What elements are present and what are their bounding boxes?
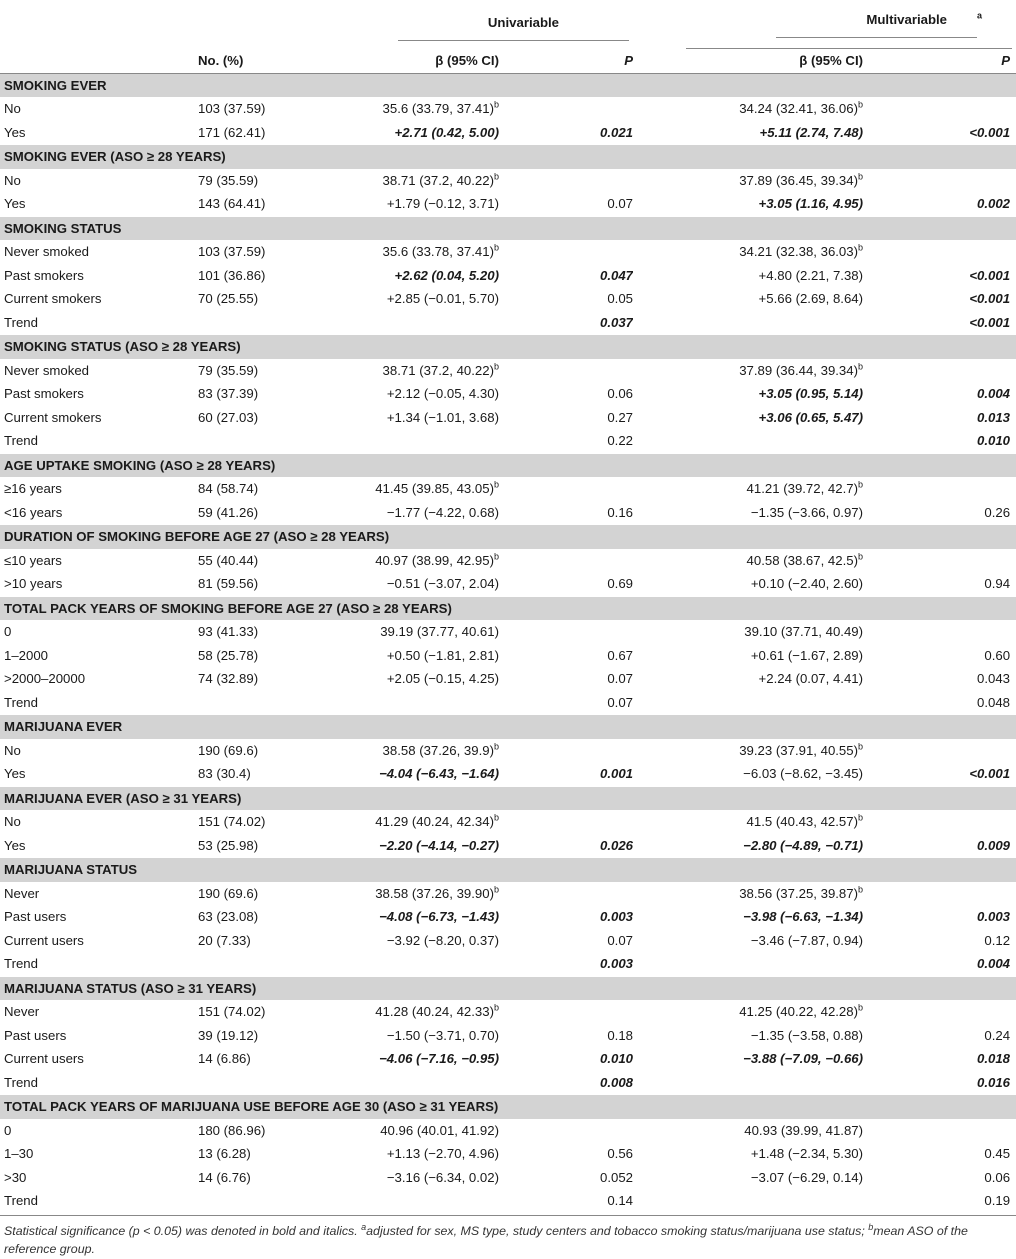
cell-beta-univariable: −1.77 (−4.22, 0.68) bbox=[386, 504, 499, 520]
cell-p-univariable: 0.003 bbox=[600, 909, 634, 925]
cell-beta-multivariable: 40.58 (38.67, 42.5)$^b$ bbox=[746, 551, 864, 568]
cell-beta-multivariable: 38.56 (37.25, 39.87)$^b$ bbox=[739, 884, 864, 901]
cell-beta-multivariable: −2.80 (−4.89, −0.71) bbox=[743, 837, 864, 853]
univariable-header: Univariable bbox=[358, 0, 633, 49]
cell-p-univariable: 0.021 bbox=[600, 124, 634, 140]
cell-p-univariable: 0.07 bbox=[607, 932, 634, 948]
cell-no-percent bbox=[198, 311, 358, 335]
cell-p-multivariable: 0.19 bbox=[984, 1193, 1011, 1209]
cell-p-multivariable bbox=[863, 240, 1016, 264]
section-header-row bbox=[0, 596, 1016, 620]
row-label: ≥16 years bbox=[4, 481, 62, 497]
row-label: Never bbox=[4, 1004, 40, 1020]
section-header-row bbox=[0, 525, 1016, 549]
cell-p-univariable bbox=[499, 620, 633, 644]
cell-no-percent: 83 (37.39) bbox=[198, 386, 259, 402]
cell-p-multivariable bbox=[863, 169, 1016, 193]
cell-beta-univariable: −1.50 (−3.71, 0.70) bbox=[386, 1027, 499, 1043]
section-header-row bbox=[0, 145, 1016, 169]
cell-beta-multivariable: +0.61 (−1.67, 2.89) bbox=[750, 647, 864, 663]
cell-beta-univariable: +0.50 (−1.81, 2.81) bbox=[386, 647, 499, 663]
cell-no-percent: 171 (62.41) bbox=[198, 124, 266, 140]
header-group-row bbox=[0, 0, 1016, 49]
cell-beta-multivariable: −3.88 (−7.09, −0.66) bbox=[743, 1051, 864, 1067]
cell-p-multivariable: 0.009 bbox=[977, 837, 1011, 853]
cell-p-univariable: 0.22 bbox=[607, 433, 634, 449]
table-row bbox=[0, 905, 1016, 929]
table-row bbox=[0, 1071, 1016, 1095]
cell-beta-univariable: +1.79 (−0.12, 3.71) bbox=[386, 196, 499, 212]
row-label: >2000–20000 bbox=[4, 671, 86, 687]
cell-no-percent: 180 (86.96) bbox=[198, 1122, 266, 1138]
section-title: MARIJUANA EVER (ASO ≥ 31 YEARS) bbox=[0, 786, 1016, 810]
table-row bbox=[0, 644, 1016, 668]
row-label: No bbox=[4, 172, 21, 188]
section-header-row bbox=[0, 216, 1016, 240]
cell-no-percent: 58 (25.78) bbox=[198, 647, 259, 663]
cell-beta-multivariable: −3.46 (−7.87, 0.94) bbox=[750, 932, 864, 948]
cell-p-multivariable bbox=[863, 739, 1016, 763]
cell-p-multivariable: 0.043 bbox=[977, 671, 1011, 687]
cell-beta-univariable bbox=[358, 429, 499, 453]
row-label: No bbox=[4, 101, 21, 117]
row-label: No bbox=[4, 814, 21, 830]
table-row bbox=[0, 429, 1016, 453]
table-row bbox=[0, 929, 1016, 953]
cell-beta-multivariable: −1.35 (−3.66, 0.97) bbox=[750, 504, 864, 520]
cell-beta-univariable: +2.62 (0.04, 5.20) bbox=[394, 267, 499, 283]
cell-beta-univariable: 35.6 (33.79, 37.41)$^b$ bbox=[382, 99, 499, 117]
cell-beta-multivariable bbox=[633, 311, 863, 335]
cell-p-univariable: 0.037 bbox=[600, 314, 634, 330]
cell-beta-univariable: 39.19 (37.77, 40.61) bbox=[380, 624, 499, 640]
cell-no-percent: 101 (36.86) bbox=[198, 267, 266, 283]
table-row bbox=[0, 549, 1016, 573]
cell-p-univariable: 0.001 bbox=[600, 766, 634, 782]
cell-p-univariable: 0.69 bbox=[607, 576, 634, 592]
cell-p-univariable: 0.56 bbox=[607, 1146, 634, 1162]
section-title: TOTAL PACK YEARS OF SMOKING BEFORE AGE 27 (ASO ≥ 28 YEARS) bbox=[0, 596, 1016, 620]
section-title: DURATION OF SMOKING BEFORE AGE 27 (ASO ≥ 28 YEARS) bbox=[0, 525, 1016, 549]
section-header-row bbox=[0, 73, 1016, 97]
cell-p-univariable: 0.026 bbox=[600, 837, 634, 853]
cell-beta-univariable: +2.05 (−0.15, 4.25) bbox=[386, 671, 499, 687]
section-title: SMOKING EVER (ASO ≥ 28 YEARS) bbox=[0, 145, 1016, 169]
table-row bbox=[0, 1047, 1016, 1071]
cell-no-percent: 103 (37.59) bbox=[198, 244, 266, 260]
cell-p-univariable: 0.14 bbox=[607, 1193, 634, 1209]
cell-p-multivariable bbox=[863, 477, 1016, 501]
cell-beta-univariable: +2.12 (−0.05, 4.30) bbox=[386, 386, 499, 402]
row-label: Never bbox=[4, 885, 40, 901]
cell-p-univariable bbox=[499, 549, 633, 573]
cell-beta-multivariable: 39.23 (37.91, 40.55)$^b$ bbox=[739, 741, 864, 758]
row-label: Past users bbox=[4, 909, 67, 925]
cell-p-multivariable: 0.45 bbox=[984, 1146, 1011, 1162]
cell-beta-univariable: 40.97 (38.99, 42.95)$^b$ bbox=[375, 551, 499, 568]
cell-no-percent: 20 (7.33) bbox=[198, 932, 251, 948]
table-row bbox=[0, 121, 1016, 145]
cell-no-percent: 70 (25.55) bbox=[198, 291, 259, 307]
cell-beta-multivariable: −3.98 (−6.63, −1.34) bbox=[743, 909, 864, 925]
cell-no-percent: 59 (41.26) bbox=[198, 504, 259, 520]
table-row bbox=[0, 1189, 1016, 1213]
cell-beta-univariable: −4.04 (−6.43, −1.64) bbox=[379, 766, 499, 782]
row-label: 0 bbox=[4, 1122, 12, 1138]
cell-beta-multivariable: +3.05 (1.16, 4.95) bbox=[758, 196, 864, 212]
cell-p-univariable: 0.27 bbox=[607, 409, 634, 425]
section-header-row bbox=[0, 453, 1016, 477]
table-row bbox=[0, 739, 1016, 763]
cell-no-percent: 74 (32.89) bbox=[198, 671, 259, 687]
cell-p-univariable: 0.07 bbox=[607, 671, 634, 687]
cell-beta-multivariable: 37.89 (36.45, 39.34)$^b$ bbox=[739, 171, 864, 188]
cell-p-univariable bbox=[499, 739, 633, 763]
cell-p-multivariable: 0.94 bbox=[984, 576, 1011, 592]
cell-beta-univariable: 41.29 (40.24, 42.34)$^b$ bbox=[375, 812, 499, 830]
cell-beta-multivariable: −6.03 (−8.62, −3.45) bbox=[743, 766, 864, 782]
cell-p-multivariable: 0.24 bbox=[984, 1027, 1011, 1043]
section-title: SMOKING EVER bbox=[0, 73, 1016, 97]
cell-beta-multivariable bbox=[633, 1189, 863, 1213]
row-label: Never smoked bbox=[4, 244, 90, 260]
cell-beta-univariable: −4.06 (−7.16, −0.95) bbox=[379, 1051, 499, 1067]
cell-p-multivariable bbox=[863, 1119, 1016, 1143]
cell-p-multivariable: 0.12 bbox=[984, 932, 1011, 948]
cell-no-percent: 151 (74.02) bbox=[198, 1004, 266, 1020]
row-label: Current smokers bbox=[4, 409, 102, 425]
header-column-row bbox=[0, 49, 1016, 73]
cell-p-univariable bbox=[499, 1000, 633, 1024]
section-title: MARIJUANA STATUS bbox=[0, 858, 1016, 882]
table-row bbox=[0, 572, 1016, 596]
section-header-row bbox=[0, 715, 1016, 739]
cell-beta-univariable: +2.71 (0.42, 5.00) bbox=[394, 124, 499, 140]
row-label: Trend bbox=[4, 1193, 38, 1209]
cell-p-univariable bbox=[499, 240, 633, 264]
cell-p-multivariable: 0.003 bbox=[977, 909, 1011, 925]
cell-p-univariable: 0.052 bbox=[600, 1169, 634, 1185]
table-row bbox=[0, 169, 1016, 193]
cell-p-univariable: 0.003 bbox=[600, 956, 634, 972]
cell-p-multivariable: <0.001 bbox=[969, 267, 1011, 283]
cell-beta-multivariable bbox=[633, 691, 863, 715]
cell-beta-univariable: −3.16 (−6.34, 0.02) bbox=[386, 1169, 499, 1185]
cell-no-percent: 13 (6.28) bbox=[198, 1146, 251, 1162]
table-row bbox=[0, 240, 1016, 264]
cell-no-percent bbox=[198, 952, 358, 976]
cell-p-multivariable: 0.016 bbox=[977, 1074, 1011, 1090]
col-p-multi-header: P bbox=[863, 49, 1016, 73]
cell-p-multivariable bbox=[863, 620, 1016, 644]
cell-beta-multivariable: 41.5 (40.43, 42.57)$^b$ bbox=[746, 812, 864, 830]
cell-no-percent: 143 (64.41) bbox=[198, 196, 266, 212]
table-row bbox=[0, 882, 1016, 906]
cell-beta-univariable bbox=[358, 1071, 499, 1095]
cell-p-univariable bbox=[499, 882, 633, 906]
row-label: Trend bbox=[4, 314, 38, 330]
table-row bbox=[0, 810, 1016, 834]
table-row bbox=[0, 359, 1016, 383]
cell-beta-multivariable: 39.10 (37.71, 40.49) bbox=[744, 624, 864, 640]
row-label: Past users bbox=[4, 1027, 67, 1043]
cell-beta-multivariable: +0.10 (−2.40, 2.60) bbox=[750, 576, 864, 592]
table-row bbox=[0, 264, 1016, 288]
cell-p-multivariable: 0.018 bbox=[977, 1051, 1011, 1067]
cell-no-percent: 63 (23.08) bbox=[198, 909, 259, 925]
cell-p-multivariable: 0.004 bbox=[977, 956, 1011, 972]
table-row bbox=[0, 192, 1016, 216]
section-title: MARIJUANA EVER bbox=[0, 715, 1016, 739]
cell-beta-univariable: +1.13 (−2.70, 4.96) bbox=[386, 1146, 499, 1162]
table-row bbox=[0, 667, 1016, 691]
section-header-row bbox=[0, 786, 1016, 810]
table-row bbox=[0, 1024, 1016, 1048]
col-p-univ-header: P bbox=[499, 49, 633, 73]
row-label: 0 bbox=[4, 624, 12, 640]
row-label: Current users bbox=[4, 1051, 84, 1067]
cell-beta-univariable: +1.34 (−1.01, 3.68) bbox=[386, 409, 499, 425]
cell-p-multivariable bbox=[863, 810, 1016, 834]
cell-p-univariable: 0.16 bbox=[607, 504, 634, 520]
cell-no-percent bbox=[198, 429, 358, 453]
cell-p-univariable: 0.047 bbox=[600, 267, 634, 283]
cell-beta-multivariable: +3.05 (0.95, 5.14) bbox=[758, 386, 864, 402]
cell-beta-multivariable: +2.24 (0.07, 4.41) bbox=[758, 671, 864, 687]
cell-beta-multivariable: −3.07 (−6.29, 0.14) bbox=[750, 1169, 864, 1185]
cell-beta-multivariable: +5.66 (2.69, 8.64) bbox=[758, 291, 864, 307]
cell-p-univariable: 0.07 bbox=[607, 196, 634, 212]
row-label: ≤10 years bbox=[4, 552, 62, 568]
cell-p-multivariable: 0.013 bbox=[977, 409, 1011, 425]
section-header-row bbox=[0, 858, 1016, 882]
table-row bbox=[0, 501, 1016, 525]
cell-beta-univariable: 38.58 (37.26, 39.9)$^b$ bbox=[382, 741, 499, 758]
row-label: <16 years bbox=[4, 504, 63, 520]
row-label: Trend bbox=[4, 433, 38, 449]
cell-beta-univariable: 38.71 (37.2, 40.22)$^b$ bbox=[382, 361, 499, 378]
cell-no-percent: 79 (35.59) bbox=[198, 362, 259, 378]
cell-p-multivariable: 0.004 bbox=[977, 386, 1011, 402]
cell-p-multivariable: 0.002 bbox=[977, 196, 1011, 212]
row-label: 1–2000 bbox=[4, 647, 49, 663]
row-label: Yes bbox=[4, 766, 26, 782]
cell-beta-univariable: 40.96 (40.01, 41.92) bbox=[380, 1122, 499, 1138]
section-title: MARIJUANA STATUS (ASO ≥ 31 YEARS) bbox=[0, 976, 1016, 1000]
cell-p-multivariable: 0.048 bbox=[977, 694, 1011, 710]
cell-p-multivariable bbox=[863, 359, 1016, 383]
cell-p-multivariable: <0.001 bbox=[969, 124, 1011, 140]
row-label: Yes bbox=[4, 124, 26, 140]
table-row bbox=[0, 691, 1016, 715]
cell-p-multivariable: <0.001 bbox=[969, 291, 1011, 307]
row-label: >10 years bbox=[4, 576, 63, 592]
table-row bbox=[0, 1000, 1016, 1024]
cell-no-percent: 93 (41.33) bbox=[198, 624, 259, 640]
col-beta-multi-header: β (95% CI) bbox=[633, 49, 863, 73]
cell-no-percent: 190 (69.6) bbox=[198, 885, 259, 901]
cell-p-multivariable: 0.010 bbox=[977, 433, 1011, 449]
cell-beta-univariable bbox=[358, 691, 499, 715]
cell-no-percent bbox=[198, 1189, 358, 1213]
cell-no-percent bbox=[198, 1071, 358, 1095]
cell-p-multivariable bbox=[863, 1000, 1016, 1024]
row-label: Current users bbox=[4, 932, 84, 948]
cell-no-percent: 83 (30.4) bbox=[198, 766, 251, 782]
cell-p-multivariable bbox=[863, 882, 1016, 906]
cell-p-univariable: 0.18 bbox=[607, 1027, 634, 1043]
cell-p-multivariable: 0.06 bbox=[984, 1169, 1011, 1185]
cell-beta-multivariable: 34.21 (32.38, 36.03)$^b$ bbox=[739, 242, 864, 260]
table-row bbox=[0, 477, 1016, 501]
cell-beta-univariable: 38.58 (37.26, 39.90)$^b$ bbox=[375, 884, 499, 901]
cell-beta-multivariable: 41.25 (40.22, 42.28)$^b$ bbox=[739, 1002, 864, 1020]
cell-beta-univariable: 38.71 (37.2, 40.22)$^b$ bbox=[382, 171, 499, 188]
cell-beta-multivariable: +4.80 (2.21, 7.38) bbox=[758, 267, 864, 283]
cell-beta-univariable bbox=[358, 311, 499, 335]
cell-p-univariable bbox=[499, 1119, 633, 1143]
cell-beta-multivariable bbox=[633, 1071, 863, 1095]
cell-p-multivariable: <0.001 bbox=[969, 314, 1011, 330]
section-title: AGE UPTAKE SMOKING (ASO ≥ 28 YEARS) bbox=[0, 453, 1016, 477]
cell-no-percent: 55 (40.44) bbox=[198, 552, 259, 568]
cell-p-univariable bbox=[499, 477, 633, 501]
cell-beta-multivariable bbox=[633, 429, 863, 453]
cell-p-univariable: 0.67 bbox=[607, 647, 634, 663]
cell-beta-multivariable: +5.11 (2.74, 7.48) bbox=[759, 124, 864, 140]
cell-beta-multivariable: 40.93 (39.99, 41.87) bbox=[744, 1122, 864, 1138]
cell-no-percent: 81 (59.56) bbox=[198, 576, 259, 592]
table-row bbox=[0, 952, 1016, 976]
col-no-header: No. (%) bbox=[198, 49, 358, 73]
cell-no-percent: 190 (69.6) bbox=[198, 742, 259, 758]
table-row bbox=[0, 382, 1016, 406]
cell-beta-multivariable: +3.06 (0.65, 5.47) bbox=[758, 409, 864, 425]
cell-beta-univariable: −3.92 (−8.20, 0.37) bbox=[386, 932, 499, 948]
section-title: SMOKING STATUS bbox=[0, 216, 1016, 240]
cell-no-percent: 39 (19.12) bbox=[198, 1027, 259, 1043]
cell-beta-univariable: +2.85 (−0.01, 5.70) bbox=[386, 291, 499, 307]
cell-p-univariable bbox=[499, 810, 633, 834]
cell-p-multivariable: <0.001 bbox=[969, 766, 1011, 782]
section-header-row bbox=[0, 335, 1016, 359]
cell-beta-univariable: −2.20 (−4.14, −0.27) bbox=[379, 837, 499, 853]
cell-beta-multivariable: 41.21 (39.72, 42.7)$^b$ bbox=[746, 479, 864, 497]
cell-beta-univariable: 41.45 (39.85, 43.05)$^b$ bbox=[375, 479, 499, 497]
cell-no-percent: 151 (74.02) bbox=[198, 814, 266, 830]
cell-beta-univariable: −0.51 (−3.07, 2.04) bbox=[386, 576, 499, 592]
cell-beta-multivariable: 37.89 (36.44, 39.34)$^b$ bbox=[739, 361, 864, 378]
multivariable-header: Multivariable $^a$ bbox=[633, 0, 1016, 49]
row-label: Yes bbox=[4, 837, 26, 853]
table-row bbox=[0, 1166, 1016, 1190]
table-row bbox=[0, 1119, 1016, 1143]
row-label: No bbox=[4, 742, 21, 758]
cell-no-percent: 53 (25.98) bbox=[198, 837, 259, 853]
row-label: Current smokers bbox=[4, 291, 102, 307]
cell-no-percent bbox=[198, 691, 358, 715]
cell-p-multivariable bbox=[863, 97, 1016, 121]
table-row bbox=[0, 762, 1016, 786]
row-label: Past smokers bbox=[4, 386, 84, 402]
cell-p-univariable: 0.06 bbox=[607, 386, 634, 402]
row-label: Trend bbox=[4, 956, 38, 972]
table-row bbox=[0, 834, 1016, 858]
cell-beta-univariable: −4.08 (−6.73, −1.43) bbox=[379, 909, 499, 925]
cell-no-percent: 79 (35.59) bbox=[198, 172, 259, 188]
cell-beta-univariable: 41.28 (40.24, 42.33)$^b$ bbox=[375, 1002, 499, 1020]
cell-p-multivariable: 0.60 bbox=[984, 647, 1011, 663]
cell-beta-multivariable bbox=[633, 952, 863, 976]
cell-p-univariable bbox=[499, 169, 633, 193]
cell-no-percent: 60 (27.03) bbox=[198, 409, 259, 425]
table-row bbox=[0, 97, 1016, 121]
row-label: Yes bbox=[4, 196, 26, 212]
table-row bbox=[0, 406, 1016, 430]
cell-beta-multivariable: −1.35 (−3.58, 0.88) bbox=[750, 1027, 864, 1043]
table-row bbox=[0, 287, 1016, 311]
cell-beta-univariable bbox=[358, 952, 499, 976]
cell-p-univariable: 0.008 bbox=[600, 1074, 634, 1090]
row-label: >30 bbox=[4, 1169, 27, 1185]
section-title: TOTAL PACK YEARS OF MARIJUANA USE BEFORE AGE 30 (ASO ≥ 31 YEARS) bbox=[0, 1095, 1016, 1119]
cell-p-univariable: 0.010 bbox=[600, 1051, 634, 1067]
cell-p-multivariable: 0.26 bbox=[984, 504, 1011, 520]
row-label: Trend bbox=[4, 694, 38, 710]
table-row bbox=[0, 311, 1016, 335]
cell-p-univariable: 0.05 bbox=[607, 291, 634, 307]
section-header-row bbox=[0, 976, 1016, 1000]
cell-beta-univariable: 35.6 (33.78, 37.41)$^b$ bbox=[382, 242, 499, 260]
cell-beta-univariable bbox=[358, 1189, 499, 1213]
table-body bbox=[0, 73, 1016, 1213]
cell-no-percent: 84 (58.74) bbox=[198, 481, 259, 497]
cell-no-percent: 14 (6.86) bbox=[198, 1051, 251, 1067]
section-header-row bbox=[0, 1095, 1016, 1119]
cell-p-univariable bbox=[499, 97, 633, 121]
row-label: 1–30 bbox=[4, 1146, 34, 1162]
table-row bbox=[0, 1142, 1016, 1166]
cell-no-percent: 103 (37.59) bbox=[198, 101, 266, 117]
cell-p-multivariable bbox=[863, 549, 1016, 573]
cell-p-univariable bbox=[499, 359, 633, 383]
row-label: Never smoked bbox=[4, 362, 90, 378]
row-label: Trend bbox=[4, 1074, 38, 1090]
cell-beta-multivariable: +1.48 (−2.34, 5.30) bbox=[750, 1146, 864, 1162]
cell-no-percent: 14 (6.76) bbox=[198, 1169, 251, 1185]
row-label: Past smokers bbox=[4, 267, 84, 283]
cell-p-univariable: 0.07 bbox=[607, 694, 634, 710]
table-row bbox=[0, 620, 1016, 644]
cell-beta-multivariable: 34.24 (32.41, 36.06)$^b$ bbox=[739, 99, 864, 117]
section-title: SMOKING STATUS (ASO ≥ 28 YEARS) bbox=[0, 335, 1016, 359]
table-footnote: Statistical significance (p < 0.05) was denoted in bold and italics. $^a$adjusted for sex, MS type, study centers and tobacco smoking status/marijuana use status; $^b$mean ASO of the reference group. bbox=[0, 1215, 1016, 1258]
col-beta-univ-header: β (95% CI) bbox=[358, 49, 499, 73]
